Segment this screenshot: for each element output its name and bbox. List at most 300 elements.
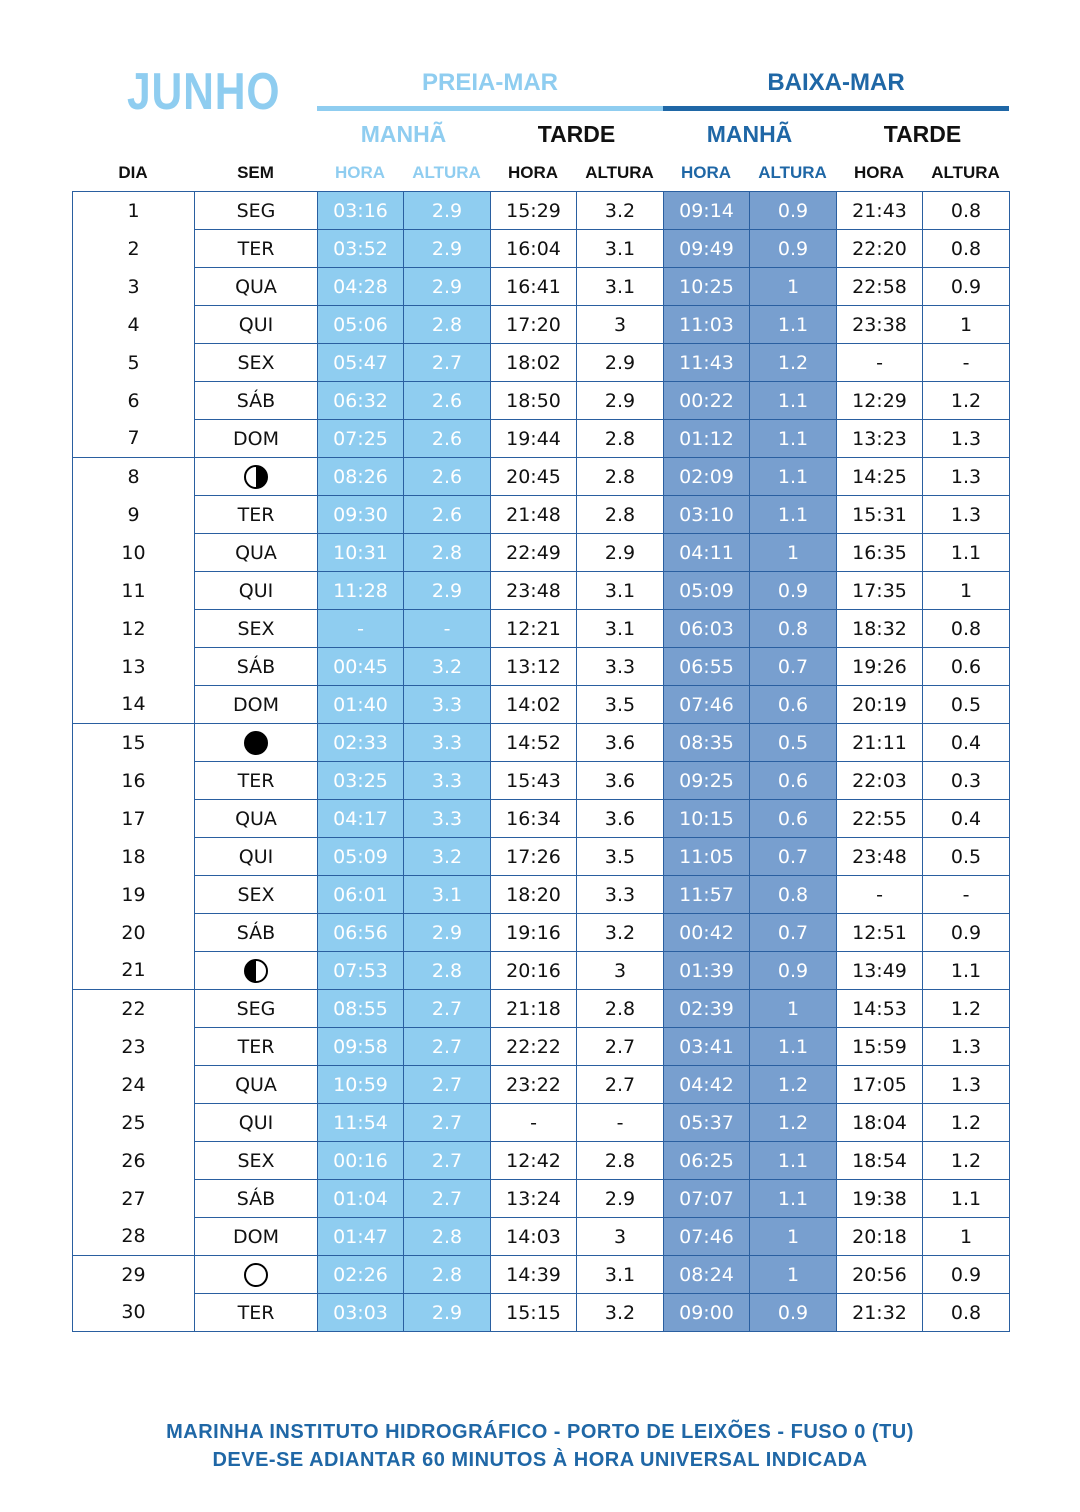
cell-pm-manha-hora: 10:31 bbox=[318, 534, 404, 572]
cell-pm-manha-altura: 2.7 bbox=[404, 1028, 491, 1066]
last-moon-icon bbox=[244, 959, 268, 983]
cell-pm-manha-hora: 01:47 bbox=[318, 1218, 404, 1256]
col-pm-manha-altura: ALTURA bbox=[412, 163, 481, 182]
col-pm-manha-hora: HORA bbox=[334, 163, 386, 182]
cell-pm-tarde-altura: 3.1 bbox=[577, 268, 664, 306]
table-row bbox=[73, 1294, 1010, 1332]
cell-bm-manha-altura: 0.5 bbox=[750, 724, 837, 762]
cell-bm-manha-altura: 1.1 bbox=[750, 1142, 837, 1180]
cell-bm-manha-hora: 09:00 bbox=[664, 1294, 750, 1332]
cell-pm-tarde-altura: 2.8 bbox=[577, 458, 664, 496]
cell-pm-manha-altura: 2.7 bbox=[404, 344, 491, 382]
cell-bm-manha-hora: 09:49 bbox=[664, 230, 750, 268]
cell-bm-manha-hora: 09:14 bbox=[664, 192, 750, 230]
cell-sem: TER bbox=[195, 1294, 318, 1332]
cell-sem: TER bbox=[195, 1028, 318, 1066]
table-row bbox=[73, 458, 1010, 496]
cell-pm-tarde-hora: 23:22 bbox=[491, 1066, 577, 1104]
table-row bbox=[73, 1142, 1010, 1180]
cell-sem: QUI bbox=[195, 572, 318, 610]
cell-sem: SEX bbox=[195, 876, 318, 914]
cell-pm-tarde-hora: 16:41 bbox=[491, 268, 577, 306]
cell-bm-manha-hora: 08:35 bbox=[664, 724, 750, 762]
table-row bbox=[73, 534, 1010, 572]
cell-dia: 14 bbox=[73, 686, 195, 724]
cell-pm-tarde-altura: - bbox=[577, 1104, 664, 1142]
cell-moon-phase bbox=[195, 952, 318, 990]
cell-bm-manha-altura: 0.9 bbox=[750, 1294, 837, 1332]
cell-pm-manha-hora: 03:52 bbox=[318, 230, 404, 268]
cell-pm-manha-hora: 01:40 bbox=[318, 686, 404, 724]
cell-pm-manha-altura: 2.6 bbox=[404, 382, 491, 420]
table-row bbox=[73, 800, 1010, 838]
cell-dia: 1 bbox=[73, 192, 195, 230]
cell-pm-manha-hora: 01:04 bbox=[318, 1180, 404, 1218]
cell-bm-tarde-hora: 12:29 bbox=[837, 382, 923, 420]
cell-pm-tarde-hora: 14:52 bbox=[491, 724, 577, 762]
cell-bm-tarde-altura: - bbox=[923, 344, 1010, 382]
cell-pm-tarde-altura: 3.6 bbox=[577, 800, 664, 838]
cell-dia: 9 bbox=[73, 496, 195, 534]
tide-table bbox=[72, 191, 1010, 1332]
cell-bm-manha-altura: 0.7 bbox=[750, 914, 837, 952]
cell-bm-tarde-altura: 1.1 bbox=[923, 952, 1010, 990]
cell-pm-manha-altura: 2.7 bbox=[404, 990, 491, 1028]
cell-bm-tarde-hora: 18:32 bbox=[837, 610, 923, 648]
cell-bm-manha-altura: 1.2 bbox=[750, 1104, 837, 1142]
cell-bm-manha-altura: 0.9 bbox=[750, 952, 837, 990]
cell-pm-manha-altura: 2.9 bbox=[404, 572, 491, 610]
cell-bm-manha-altura: 1 bbox=[750, 1256, 837, 1294]
cell-bm-manha-hora: 02:09 bbox=[664, 458, 750, 496]
cell-bm-manha-altura: 0.6 bbox=[750, 762, 837, 800]
cell-pm-manha-hora: 06:56 bbox=[318, 914, 404, 952]
cell-dia: 11 bbox=[73, 572, 195, 610]
cell-dia: 8 bbox=[73, 458, 195, 496]
cell-sem: TER bbox=[195, 230, 318, 268]
cell-sem: DOM bbox=[195, 1218, 318, 1256]
cell-sem: SEG bbox=[195, 192, 318, 230]
col-bm-manha-altura: ALTURA bbox=[758, 163, 827, 182]
cell-bm-manha-hora: 01:39 bbox=[664, 952, 750, 990]
cell-pm-tarde-hora: 20:45 bbox=[491, 458, 577, 496]
table-row bbox=[73, 724, 1010, 762]
cell-dia: 7 bbox=[73, 420, 195, 458]
cell-pm-tarde-altura: 2.8 bbox=[577, 420, 664, 458]
table-row bbox=[73, 344, 1010, 382]
cell-pm-tarde-hora: 14:03 bbox=[491, 1218, 577, 1256]
table-row bbox=[73, 496, 1010, 534]
table-row bbox=[73, 1218, 1010, 1256]
cell-pm-tarde-hora: 14:02 bbox=[491, 686, 577, 724]
cell-bm-manha-hora: 08:24 bbox=[664, 1256, 750, 1294]
cell-bm-tarde-altura: 0.8 bbox=[923, 230, 1010, 268]
cell-sem: SÁB bbox=[195, 914, 318, 952]
cell-bm-manha-hora: 11:43 bbox=[664, 344, 750, 382]
cell-pm-manha-hora: 07:53 bbox=[318, 952, 404, 990]
cell-bm-tarde-altura: 1.2 bbox=[923, 1104, 1010, 1142]
cell-pm-tarde-altura: 2.7 bbox=[577, 1028, 664, 1066]
cell-sem: SEX bbox=[195, 344, 318, 382]
cell-sem: TER bbox=[195, 496, 318, 534]
col-pm-tarde-hora: HORA bbox=[507, 163, 559, 182]
table-row bbox=[73, 914, 1010, 952]
cell-bm-tarde-altura: 1.3 bbox=[923, 458, 1010, 496]
cell-bm-tarde-hora: 20:18 bbox=[837, 1218, 923, 1256]
cell-sem: SÁB bbox=[195, 382, 318, 420]
cell-bm-tarde-altura: 0.3 bbox=[923, 762, 1010, 800]
cell-pm-tarde-altura: 3.5 bbox=[577, 838, 664, 876]
cell-pm-tarde-altura: 2.9 bbox=[577, 1180, 664, 1218]
table-row bbox=[73, 762, 1010, 800]
table-row bbox=[73, 420, 1010, 458]
cell-bm-manha-hora: 07:46 bbox=[664, 686, 750, 724]
month-title: JUNHO bbox=[127, 63, 281, 121]
cell-bm-tarde-altura: 0.8 bbox=[923, 1294, 1010, 1332]
cell-bm-manha-altura: 1 bbox=[750, 534, 837, 572]
cell-bm-tarde-altura: 0.6 bbox=[923, 648, 1010, 686]
cell-pm-tarde-hora: 15:29 bbox=[491, 192, 577, 230]
cell-pm-manha-altura: 3.2 bbox=[404, 838, 491, 876]
cell-dia: 19 bbox=[73, 876, 195, 914]
col-sem: SEM bbox=[237, 163, 274, 182]
cell-bm-manha-altura: 1.1 bbox=[750, 1028, 837, 1066]
cell-bm-tarde-altura: 1.3 bbox=[923, 496, 1010, 534]
cell-moon-phase bbox=[195, 458, 318, 496]
cell-bm-tarde-altura: 1.2 bbox=[923, 382, 1010, 420]
cell-bm-manha-hora: 10:15 bbox=[664, 800, 750, 838]
cell-bm-manha-altura: 1.1 bbox=[750, 382, 837, 420]
cell-bm-manha-altura: 1.1 bbox=[750, 420, 837, 458]
cell-sem: QUA bbox=[195, 268, 318, 306]
cell-pm-manha-hora: 03:25 bbox=[318, 762, 404, 800]
cell-bm-tarde-hora: 17:05 bbox=[837, 1066, 923, 1104]
table-row bbox=[73, 990, 1010, 1028]
cell-pm-tarde-hora: 13:24 bbox=[491, 1180, 577, 1218]
cell-bm-manha-altura: 1 bbox=[750, 1218, 837, 1256]
cell-pm-tarde-altura: 3 bbox=[577, 952, 664, 990]
cell-dia: 17 bbox=[73, 800, 195, 838]
table-row bbox=[73, 952, 1010, 990]
cell-sem: QUI bbox=[195, 1104, 318, 1142]
footer-source: MARINHA INSTITUTO HIDROGRÁFICO - PORTO DE LEIXÕES - FUSO 0 (TU) bbox=[166, 1421, 914, 1443]
cell-sem: SEX bbox=[195, 610, 318, 648]
cell-bm-tarde-hora: - bbox=[837, 344, 923, 382]
cell-pm-tarde-hora: 15:43 bbox=[491, 762, 577, 800]
baixa-mar-tarde-header: TARDE bbox=[883, 121, 962, 147]
cell-bm-tarde-hora: 22:55 bbox=[837, 800, 923, 838]
cell-pm-tarde-hora: 20:16 bbox=[491, 952, 577, 990]
cell-bm-manha-altura: 1.1 bbox=[750, 496, 837, 534]
cell-dia: 22 bbox=[73, 990, 195, 1028]
cell-bm-tarde-altura: 0.4 bbox=[923, 724, 1010, 762]
cell-bm-tarde-altura: 0.9 bbox=[923, 914, 1010, 952]
cell-pm-manha-altura: - bbox=[404, 610, 491, 648]
cell-dia: 6 bbox=[73, 382, 195, 420]
table-row bbox=[73, 686, 1010, 724]
table-row bbox=[73, 1180, 1010, 1218]
cell-pm-manha-altura: 2.9 bbox=[404, 914, 491, 952]
cell-moon-phase bbox=[195, 1256, 318, 1294]
cell-bm-tarde-altura: 1 bbox=[923, 1218, 1010, 1256]
cell-pm-manha-altura: 2.6 bbox=[404, 496, 491, 534]
cell-sem: DOM bbox=[195, 686, 318, 724]
cell-bm-tarde-hora: 22:20 bbox=[837, 230, 923, 268]
cell-bm-tarde-hora: 21:32 bbox=[837, 1294, 923, 1332]
table-row bbox=[73, 1104, 1010, 1142]
table-row bbox=[73, 648, 1010, 686]
cell-bm-manha-altura: 0.8 bbox=[750, 876, 837, 914]
cell-bm-manha-hora: 11:05 bbox=[664, 838, 750, 876]
cell-bm-tarde-altura: 1.2 bbox=[923, 1142, 1010, 1180]
cell-bm-tarde-hora: 15:59 bbox=[837, 1028, 923, 1066]
cell-pm-manha-hora: 06:32 bbox=[318, 382, 404, 420]
cell-pm-tarde-altura: 3.5 bbox=[577, 686, 664, 724]
cell-bm-manha-altura: 0.8 bbox=[750, 610, 837, 648]
cell-pm-tarde-hora: 12:21 bbox=[491, 610, 577, 648]
table-row bbox=[73, 230, 1010, 268]
cell-dia: 29 bbox=[73, 1256, 195, 1294]
cell-bm-manha-hora: 01:12 bbox=[664, 420, 750, 458]
cell-dia: 12 bbox=[73, 610, 195, 648]
cell-dia: 2 bbox=[73, 230, 195, 268]
cell-bm-manha-hora: 05:09 bbox=[664, 572, 750, 610]
cell-pm-manha-hora: 08:26 bbox=[318, 458, 404, 496]
cell-pm-manha-altura: 2.7 bbox=[404, 1180, 491, 1218]
cell-bm-manha-altura: 0.9 bbox=[750, 192, 837, 230]
new-moon-icon bbox=[244, 1263, 268, 1287]
cell-bm-tarde-hora: 21:43 bbox=[837, 192, 923, 230]
cell-pm-manha-hora: 09:58 bbox=[318, 1028, 404, 1066]
cell-pm-tarde-altura: 2.8 bbox=[577, 1142, 664, 1180]
cell-pm-tarde-hora: 22:22 bbox=[491, 1028, 577, 1066]
cell-pm-tarde-hora: 21:18 bbox=[491, 990, 577, 1028]
cell-bm-tarde-altura: 1.3 bbox=[923, 420, 1010, 458]
cell-bm-tarde-hora: 21:11 bbox=[837, 724, 923, 762]
col-bm-manha-hora: HORA bbox=[680, 163, 732, 182]
cell-pm-tarde-hora: 19:16 bbox=[491, 914, 577, 952]
cell-bm-manha-hora: 00:42 bbox=[664, 914, 750, 952]
cell-pm-tarde-altura: 3.6 bbox=[577, 762, 664, 800]
cell-bm-tarde-hora: 15:31 bbox=[837, 496, 923, 534]
cell-sem: DOM bbox=[195, 420, 318, 458]
cell-bm-tarde-hora: 19:26 bbox=[837, 648, 923, 686]
cell-bm-tarde-hora: 13:23 bbox=[837, 420, 923, 458]
cell-dia: 16 bbox=[73, 762, 195, 800]
cell-bm-tarde-hora: 23:48 bbox=[837, 838, 923, 876]
cell-dia: 4 bbox=[73, 306, 195, 344]
cell-bm-manha-altura: 1.2 bbox=[750, 1066, 837, 1104]
cell-bm-manha-altura: 0.6 bbox=[750, 686, 837, 724]
cell-bm-manha-altura: 1.2 bbox=[750, 344, 837, 382]
cell-pm-tarde-altura: 2.7 bbox=[577, 1066, 664, 1104]
cell-sem: QUA bbox=[195, 534, 318, 572]
cell-dia: 27 bbox=[73, 1180, 195, 1218]
cell-pm-tarde-hora: 17:26 bbox=[491, 838, 577, 876]
cell-pm-tarde-altura: 3.3 bbox=[577, 648, 664, 686]
cell-pm-tarde-hora: 23:48 bbox=[491, 572, 577, 610]
cell-pm-tarde-hora: 18:02 bbox=[491, 344, 577, 382]
cell-bm-tarde-hora: 12:51 bbox=[837, 914, 923, 952]
cell-pm-manha-altura: 2.7 bbox=[404, 1066, 491, 1104]
cell-bm-tarde-hora: 20:56 bbox=[837, 1256, 923, 1294]
cell-dia: 28 bbox=[73, 1218, 195, 1256]
cell-dia: 13 bbox=[73, 648, 195, 686]
baixa-mar-underline bbox=[663, 106, 1009, 111]
cell-dia: 30 bbox=[73, 1294, 195, 1332]
cell-pm-tarde-altura: 2.9 bbox=[577, 534, 664, 572]
cell-bm-manha-hora: 04:42 bbox=[664, 1066, 750, 1104]
cell-dia: 5 bbox=[73, 344, 195, 382]
cell-bm-tarde-altura: 1.2 bbox=[923, 990, 1010, 1028]
table-row bbox=[73, 268, 1010, 306]
cell-pm-manha-altura: 2.8 bbox=[404, 1256, 491, 1294]
preia-mar-header: PREIA-MAR bbox=[422, 69, 558, 96]
cell-bm-manha-hora: 06:03 bbox=[664, 610, 750, 648]
col-pm-tarde-altura: ALTURA bbox=[585, 163, 654, 182]
cell-bm-tarde-hora: - bbox=[837, 876, 923, 914]
cell-bm-tarde-altura: 0.9 bbox=[923, 1256, 1010, 1294]
cell-bm-manha-hora: 10:25 bbox=[664, 268, 750, 306]
cell-bm-tarde-altura: 0.8 bbox=[923, 610, 1010, 648]
table-row bbox=[73, 838, 1010, 876]
cell-pm-manha-hora: 00:45 bbox=[318, 648, 404, 686]
full-moon-icon bbox=[244, 731, 268, 755]
table-row bbox=[73, 1028, 1010, 1066]
cell-pm-manha-hora: 04:17 bbox=[318, 800, 404, 838]
cell-bm-tarde-hora: 23:38 bbox=[837, 306, 923, 344]
cell-pm-tarde-altura: 2.9 bbox=[577, 382, 664, 420]
cell-bm-tarde-hora: 18:04 bbox=[837, 1104, 923, 1142]
preia-mar-underline bbox=[317, 106, 663, 111]
cell-bm-manha-hora: 07:07 bbox=[664, 1180, 750, 1218]
cell-bm-manha-hora: 03:41 bbox=[664, 1028, 750, 1066]
cell-bm-tarde-hora: 17:35 bbox=[837, 572, 923, 610]
cell-dia: 25 bbox=[73, 1104, 195, 1142]
cell-pm-manha-altura: 2.7 bbox=[404, 1104, 491, 1142]
cell-pm-tarde-hora: 16:04 bbox=[491, 230, 577, 268]
cell-bm-tarde-altura: 1.1 bbox=[923, 1180, 1010, 1218]
col-dia: DIA bbox=[118, 163, 148, 182]
cell-dia: 3 bbox=[73, 268, 195, 306]
cell-pm-tarde-hora: 19:44 bbox=[491, 420, 577, 458]
col-bm-tarde-hora: HORA bbox=[853, 163, 905, 182]
cell-dia: 10 bbox=[73, 534, 195, 572]
table-row bbox=[73, 876, 1010, 914]
cell-pm-manha-hora: 02:33 bbox=[318, 724, 404, 762]
cell-pm-manha-altura: 2.8 bbox=[404, 952, 491, 990]
cell-pm-manha-hora: 02:26 bbox=[318, 1256, 404, 1294]
cell-pm-tarde-altura: 3.2 bbox=[577, 1294, 664, 1332]
cell-dia: 23 bbox=[73, 1028, 195, 1066]
cell-pm-manha-hora: 05:06 bbox=[318, 306, 404, 344]
cell-pm-manha-altura: 2.9 bbox=[404, 230, 491, 268]
cell-bm-manha-altura: 1 bbox=[750, 990, 837, 1028]
cell-pm-tarde-hora: 18:50 bbox=[491, 382, 577, 420]
cell-pm-manha-hora: 05:09 bbox=[318, 838, 404, 876]
cell-bm-manha-altura: 1.1 bbox=[750, 1180, 837, 1218]
cell-bm-manha-hora: 00:22 bbox=[664, 382, 750, 420]
cell-pm-manha-altura: 2.7 bbox=[404, 1142, 491, 1180]
cell-pm-tarde-hora: 21:48 bbox=[491, 496, 577, 534]
cell-sem: TER bbox=[195, 762, 318, 800]
cell-pm-tarde-hora: 16:34 bbox=[491, 800, 577, 838]
cell-sem: QUA bbox=[195, 1066, 318, 1104]
cell-bm-tarde-altura: 1.3 bbox=[923, 1066, 1010, 1104]
col-bm-tarde-altura: ALTURA bbox=[931, 163, 1000, 182]
table-row bbox=[73, 192, 1010, 230]
cell-pm-manha-hora: 11:54 bbox=[318, 1104, 404, 1142]
table-row bbox=[73, 572, 1010, 610]
cell-pm-manha-altura: 3.3 bbox=[404, 800, 491, 838]
cell-bm-manha-hora: 06:25 bbox=[664, 1142, 750, 1180]
cell-pm-manha-altura: 2.9 bbox=[404, 268, 491, 306]
cell-bm-tarde-hora: 13:49 bbox=[837, 952, 923, 990]
cell-pm-tarde-hora: - bbox=[491, 1104, 577, 1142]
cell-dia: 26 bbox=[73, 1142, 195, 1180]
cell-sem: SÁB bbox=[195, 648, 318, 686]
cell-bm-tarde-hora: 19:38 bbox=[837, 1180, 923, 1218]
cell-dia: 20 bbox=[73, 914, 195, 952]
table-row bbox=[73, 1256, 1010, 1294]
cell-bm-manha-hora: 03:10 bbox=[664, 496, 750, 534]
cell-dia: 21 bbox=[73, 952, 195, 990]
cell-pm-tarde-hora: 15:15 bbox=[491, 1294, 577, 1332]
cell-bm-tarde-altura: 0.8 bbox=[923, 192, 1010, 230]
cell-bm-manha-altura: 0.9 bbox=[750, 572, 837, 610]
cell-bm-manha-altura: 1 bbox=[750, 268, 837, 306]
cell-pm-manha-altura: 3.3 bbox=[404, 724, 491, 762]
cell-bm-manha-hora: 04:11 bbox=[664, 534, 750, 572]
cell-bm-manha-hora: 07:46 bbox=[664, 1218, 750, 1256]
cell-pm-manha-hora: - bbox=[318, 610, 404, 648]
cell-pm-tarde-altura: 3.6 bbox=[577, 724, 664, 762]
cell-bm-manha-hora: 09:25 bbox=[664, 762, 750, 800]
cell-bm-manha-altura: 0.9 bbox=[750, 230, 837, 268]
cell-bm-tarde-altura: - bbox=[923, 876, 1010, 914]
cell-bm-manha-hora: 11:03 bbox=[664, 306, 750, 344]
cell-pm-manha-hora: 10:59 bbox=[318, 1066, 404, 1104]
footer-note: DEVE-SE ADIANTAR 60 MINUTOS À HORA UNIVERSAL INDICADA bbox=[212, 1449, 868, 1471]
cell-pm-manha-hora: 11:28 bbox=[318, 572, 404, 610]
cell-pm-tarde-altura: 3.1 bbox=[577, 230, 664, 268]
cell-pm-tarde-altura: 3 bbox=[577, 1218, 664, 1256]
cell-bm-manha-hora: 06:55 bbox=[664, 648, 750, 686]
cell-bm-tarde-hora: 22:03 bbox=[837, 762, 923, 800]
cell-pm-tarde-hora: 14:39 bbox=[491, 1256, 577, 1294]
cell-bm-tarde-hora: 18:54 bbox=[837, 1142, 923, 1180]
cell-pm-manha-hora: 09:30 bbox=[318, 496, 404, 534]
cell-bm-manha-hora: 05:37 bbox=[664, 1104, 750, 1142]
first-moon-icon bbox=[244, 465, 268, 489]
cell-pm-tarde-altura: 3.1 bbox=[577, 610, 664, 648]
cell-bm-tarde-altura: 0.9 bbox=[923, 268, 1010, 306]
cell-bm-tarde-altura: 1 bbox=[923, 306, 1010, 344]
cell-pm-tarde-hora: 18:20 bbox=[491, 876, 577, 914]
cell-pm-manha-altura: 3.3 bbox=[404, 686, 491, 724]
cell-sem: SEG bbox=[195, 990, 318, 1028]
cell-pm-tarde-altura: 3.2 bbox=[577, 192, 664, 230]
table-row bbox=[73, 1066, 1010, 1104]
cell-pm-tarde-hora: 22:49 bbox=[491, 534, 577, 572]
cell-pm-tarde-hora: 12:42 bbox=[491, 1142, 577, 1180]
cell-pm-manha-hora: 03:16 bbox=[318, 192, 404, 230]
cell-pm-tarde-altura: 3 bbox=[577, 306, 664, 344]
cell-pm-manha-altura: 2.6 bbox=[404, 458, 491, 496]
cell-bm-tarde-altura: 0.5 bbox=[923, 686, 1010, 724]
cell-bm-tarde-hora: 14:25 bbox=[837, 458, 923, 496]
cell-pm-manha-hora: 03:03 bbox=[318, 1294, 404, 1332]
